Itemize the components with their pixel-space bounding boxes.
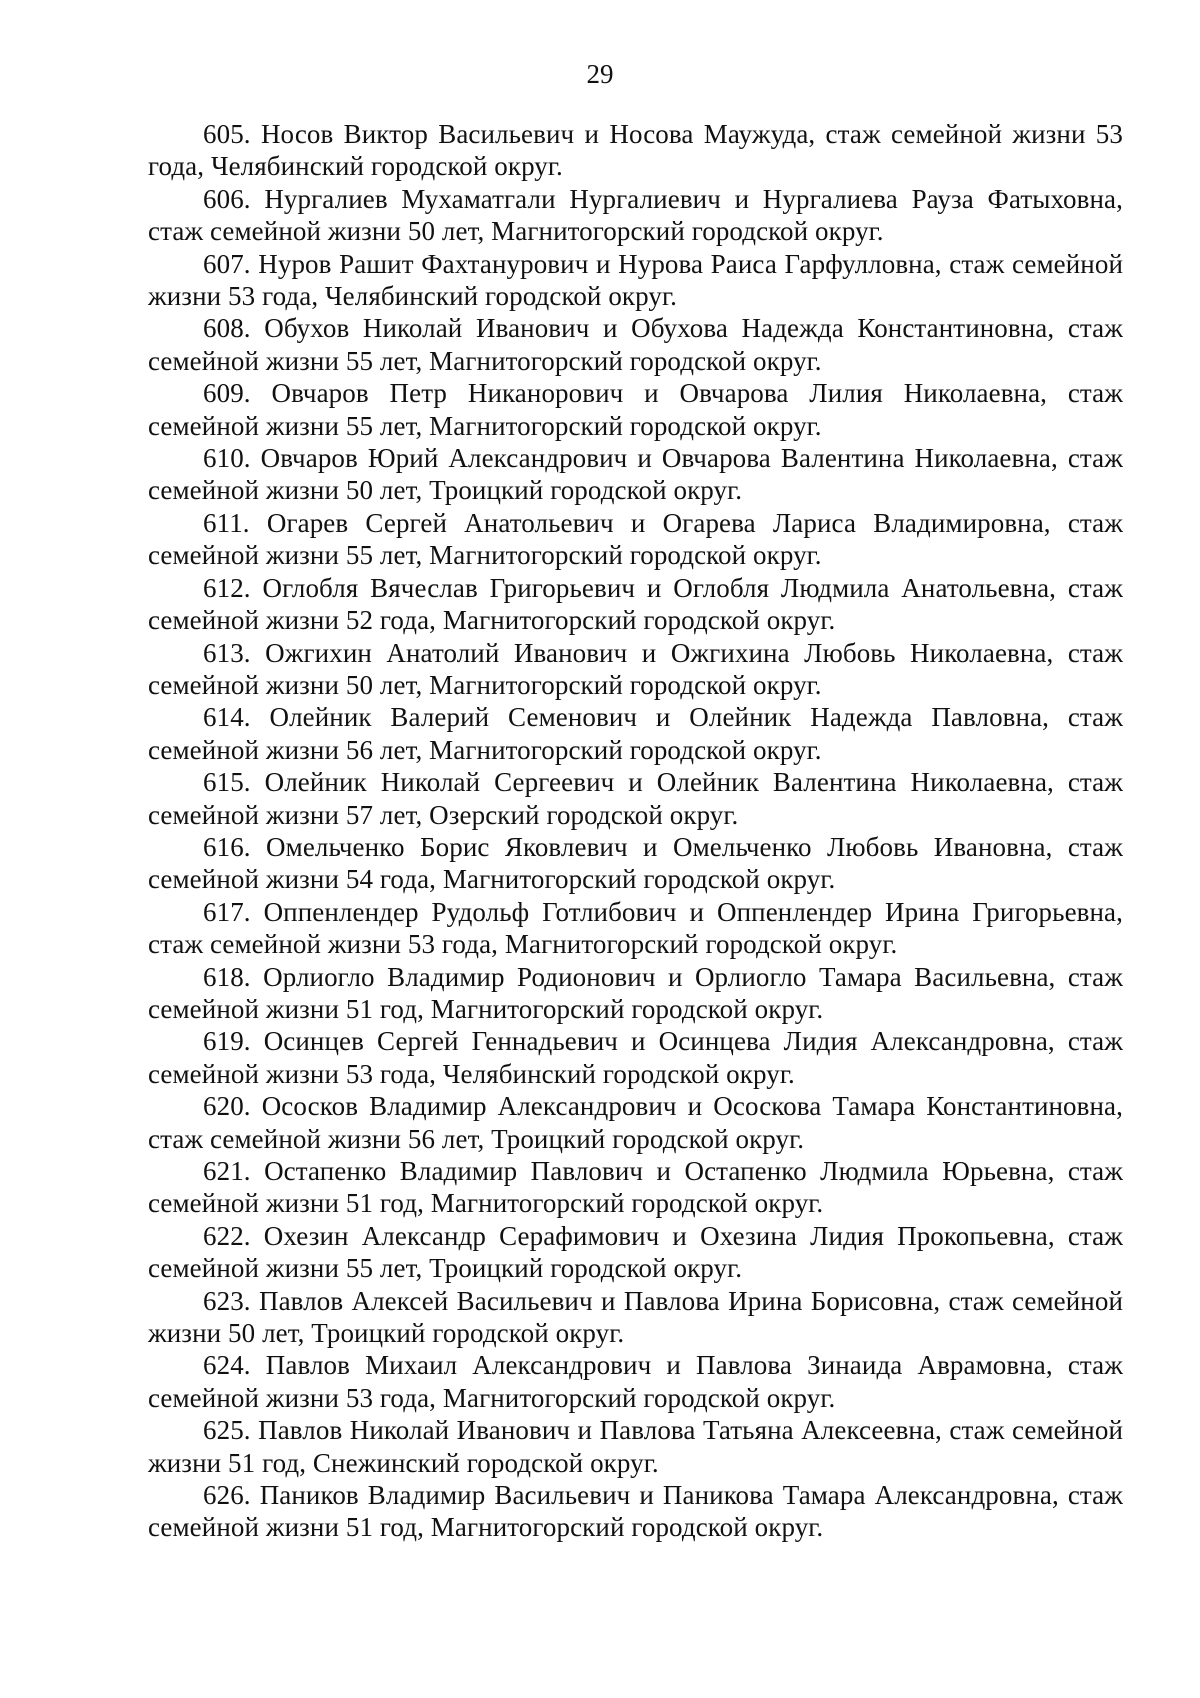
list-item: 626. Паников Владимир Васильевич и Паникова Тамара Александровна, стаж семейной жизни 51 год, Магнитогорский городской округ. — [148, 1480, 1123, 1543]
list-item: 620. Ососков Владимир Александрович и Ососкова Тамара Константиновна, стаж семейной жизни 56 лет, Троицкий городской округ. — [148, 1091, 1123, 1154]
entries-list — [148, 118, 1123, 1544]
list-item: 616. Омельченко Борис Яковлевич и Омельченко Любовь Ивановна, стаж семейной жизни 54 года, Магнитогорский городской округ. — [148, 831, 1123, 895]
list-item: 605. Носов Виктор Васильевич и Носова Маужуда, стаж семейной жизни 53 года, Челябинский городской округ. — [148, 119, 1123, 182]
list-item: 619. Осинцев Сергей Геннадьевич и Осинцева Лидия Александровна, стаж семейной жизни 53 года, Челябинский городской округ. — [148, 1026, 1123, 1089]
list-item: 610. Овчаров Юрий Александрович и Овчарова Валентина Николаевна, стаж семейной жизни 50 лет, Троицкий городской округ. — [148, 443, 1123, 506]
list-item: 611. Огарев Сергей Анатольевич и Огарева Лариса Владимировна, стаж семейной жизни 55 лет, Магнитогорский городской округ. — [148, 507, 1123, 571]
list-item: 625. Павлов Николай Иванович и Павлова Татьяна Алексеевна, стаж семейной жизни 51 год, Снежинский городской округ. — [148, 1415, 1123, 1478]
list-item: 618. Орлиогло Владимир Родионович и Орлиогло Тамара Васильевна, стаж семейной жизни 51 год, Магнитогорский городской округ. — [148, 961, 1123, 1024]
list-item: 621. Остапенко Владимир Павлович и Остапенко Людмила Юрьевна, стаж семейной жизни 51 год, Магнитогорский городской округ. — [148, 1156, 1123, 1219]
list-item: 622. Охезин Александр Серафимович и Охезина Лидия Прокопьевна, стаж семейной жизни 55 лет, Троицкий городской округ. — [148, 1220, 1123, 1284]
list-item: 615. Олейник Николай Сергеевич и Олейник Валентина Николаевна, стаж семейной жизни 57 лет, Озерский городской округ. — [148, 767, 1123, 830]
list-item: 609. Овчаров Петр Никанорович и Овчарова Лилия Николаевна, стаж семейной жизни 55 лет, Магнитогорский городской округ. — [148, 378, 1123, 441]
list-item: 617. Оппенлендер Рудольф Готлибович и Оппенлендер Ирина Григорьевна, стаж семейной жизни 53 года, Магнитогорский городской округ. — [148, 896, 1123, 960]
list-item: 612. Оглобля Вячеслав Григорьевич и Оглобля Людмила Анатольевна, стаж семейной жизни 52 года, Магнитогорский городской округ. — [148, 572, 1123, 636]
list-item: 624. Павлов Михаил Александрович и Павлова Зинаида Аврамовна, стаж семейной жизни 53 года, Магнитогорский городской округ. — [148, 1350, 1123, 1413]
list-item: 614. Олейник Валерий Семенович и Олейник Надежда Павловна, стаж семейной жизни 56 лет, Магнитогорский городской округ. — [148, 702, 1123, 765]
list-item: 608. Обухов Николай Иванович и Обухова Надежда Константиновна, стаж семейной жизни 55 лет, Магнитогорский городской округ. — [148, 313, 1123, 376]
page-number: 29 — [586, 59, 614, 89]
list-item: 606. Нургалиев Мухаматгали Нургалиевич и Нургалиева Рауза Фатыховна, стаж семейной жизни 50 лет, Магнитогорский городской округ. — [148, 183, 1123, 247]
list-item: 607. Нуров Рашит Фахтанурович и Нурова Раиса Гарфулловна, стаж семейной жизни 53 года, Челябинский городской округ. — [148, 248, 1123, 312]
list-item: 613. Ожгихин Анатолий Иванович и Ожгихина Любовь Николаевна, стаж семейной жизни 50 лет, Магнитогорский городской округ. — [148, 637, 1123, 700]
list-item: 623. Павлов Алексей Васильевич и Павлова Ирина Борисовна, стаж семейной жизни 50 лет, Троицкий городской округ. — [148, 1285, 1123, 1349]
